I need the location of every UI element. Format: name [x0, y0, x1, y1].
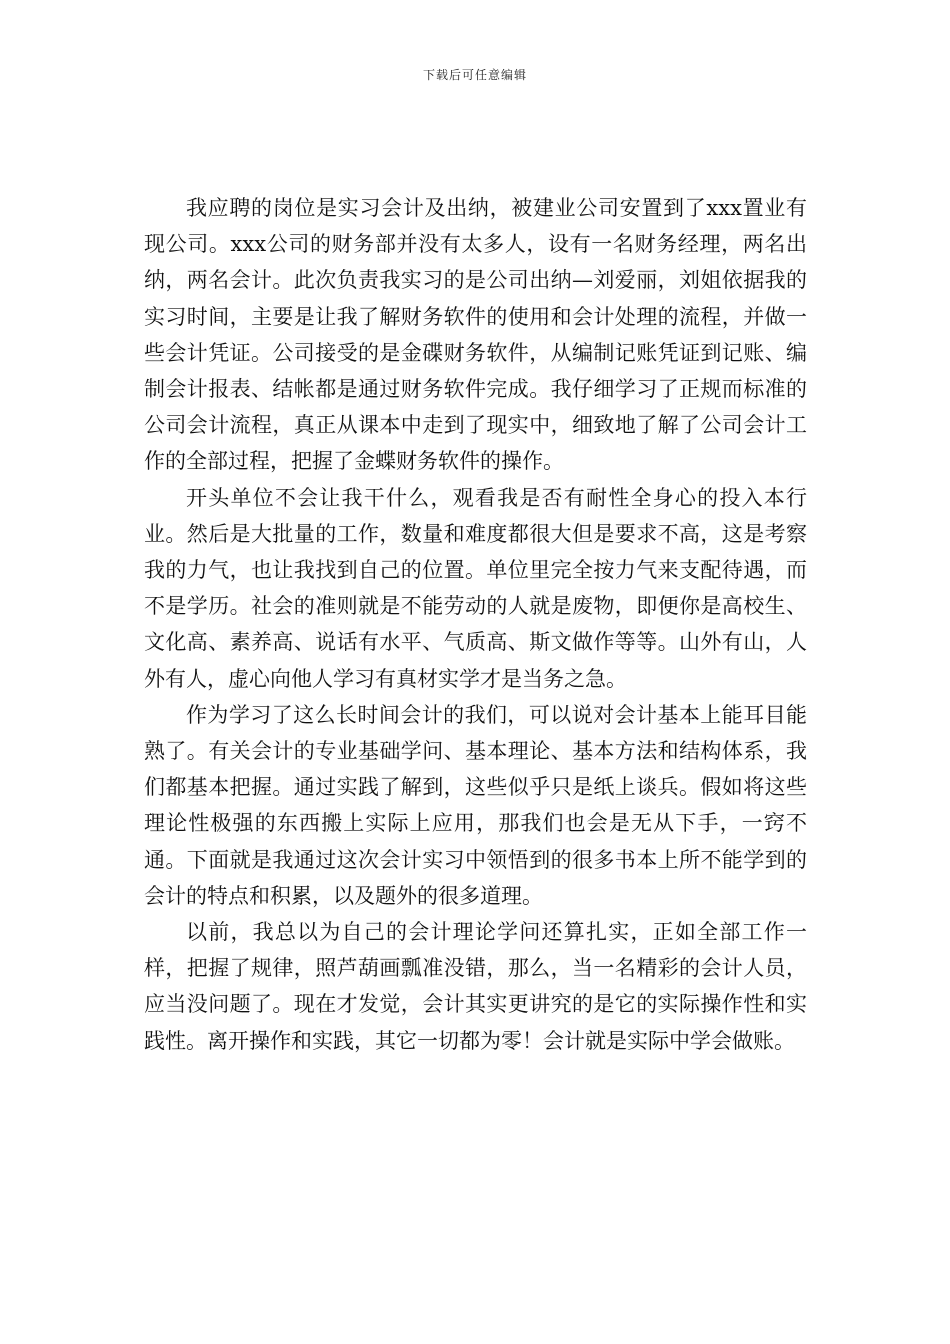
document-body	[144, 190, 807, 1059]
paragraph: 以前，我总以为自己的会计理论学问还算扎实，正如全部工作一样，把握了规律，照芦葫画瓢准没错，那么，当一名精彩的会计人员，应当没问题了。现在才发觉，会计其实更讲究的是它的实际操作性和实践性。离开操作和实践，其它一切都为零！会计就是实际中学会做账。	[144, 920, 807, 1053]
header-note: 下载后可任意编辑	[422, 68, 527, 82]
paragraph: 我应聘的岗位是实习会计及出纳，被建业公司安置到了xxx置业有现公司。xxx公司的财务部并没有太多人，设有一名财务经理，两名出纳，两名会计。此次负责我实习的是公司出纳—刘爱丽，刘姐依据我的实习时间，主要是让我了解财务软件的使用和会计处理的流程，并做一些会计凭证。公司接受的是金碟财务软件，从编制记账凭证到记账、编制会计报表、结帐都是通过财务软件完成。我仔细学习了正规而标准的公司会计流程，真正从课本中走到了现实中，细致地了解了公司会计工作的全部过程，把握了金蝶财务软件的操作。	[144, 196, 807, 474]
paragraph: 开头单位不会让我干什么，观看我是否有耐性全身心的投入本行业。然后是大批量的工作，数量和难度都很大但是要求不高，这是考察我的力气，也让我找到自己的位置。单位里完全按力气来支配待遇，而不是学历。社会的准则就是不能劳动的人就是废物，即便你是高校生、文化高、素养高、说话有水平、气质高、斯文做作等等。山外有山，人外有人，虚心向他人学习有真材实学才是当务之急。	[144, 485, 807, 691]
paragraph: 作为学习了这么长时间会计的我们，可以说对会计基本上能耳目能熟了。有关会计的专业基础学问、基本理论、基本方法和结构体系，我们都基本把握。通过实践了解到，这些似乎只是纸上谈兵。假如将这些理论性极强的东西搬上实际上应用，那我们也会是无从下手，一窍不通。下面就是我通过这次会计实习中领悟到的很多书本上所不能学到的会计的特点和积累，以及题外的很多道理。	[144, 702, 807, 908]
